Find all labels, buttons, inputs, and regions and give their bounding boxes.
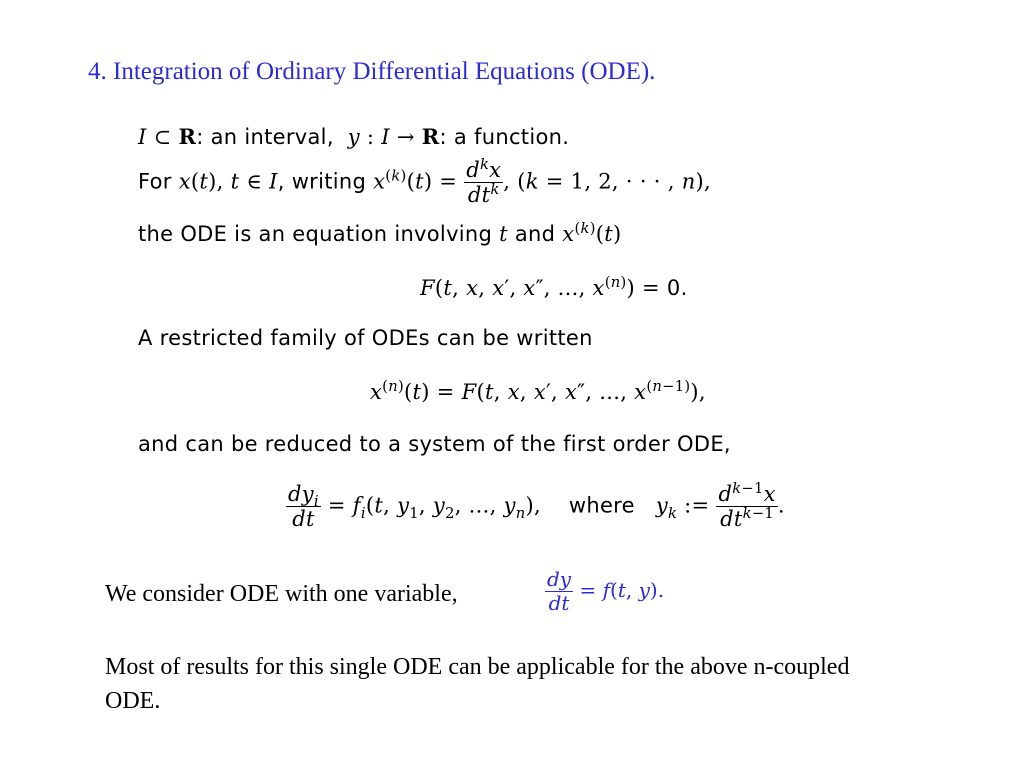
consider-text: We consider ODE with one variable, — [105, 581, 458, 607]
and-text: and — [514, 222, 556, 246]
higher-derivative-fraction: $\frac{d^{k-1}x}{dt^{k-1}}$ — [718, 480, 776, 532]
derivative-fraction: $\frac{d^kx}{dt^k}$ — [466, 156, 502, 208]
for-text: For — [138, 169, 172, 194]
reduced-system-text: and can be reduced to a system of the first order ODE, — [138, 432, 731, 456]
definition-line-1: I ⊂ R: an interval, y : I → R: a function. — [138, 124, 570, 149]
dy-dt-fraction: $\frac{dy}{dt}$ — [547, 567, 572, 615]
definition-text-function: : a function. — [439, 125, 570, 149]
definition-text-interval: : an interval, — [196, 125, 334, 149]
first-order-system-equation: $\frac{dy_i}{dt}$ = $f_i(t$, $y_1$, $y_2$, ..., $y_n$), where $y_k$ := $\frac{d^{k-1}x}{dt^{k-1}}$ . — [288, 480, 785, 532]
restricted-family-text: A restricted family of ODEs can be written — [138, 326, 593, 350]
dyi-dt-fraction: $\frac{dy_i}{dt}$ — [288, 482, 319, 532]
general-ode-equation: F(t, x, x′, x″, ..., $x^{(n)}) = 0$. — [420, 274, 688, 300]
explicit-ode-equation: $x^{(n)}(t) = F(t$, x, x′, x″, ..., $x^{(n-1)}$), — [370, 378, 706, 404]
ode-involving-text: the ODE is an equation involving — [138, 222, 493, 246]
writing-text: , writing — [277, 169, 367, 194]
definition-line-3: the ODE is an equation involving t and $x^{(k)}(t)$ — [138, 220, 622, 246]
definition-line-5 — [138, 326, 593, 350]
slide-title: 4. Integration of Ordinary Differential Equations (ODE). — [88, 58, 656, 85]
where-text: where — [568, 493, 635, 518]
zero-text: 0. — [666, 276, 688, 300]
single-ode-equation: $\frac{dy}{dt}$ = f(t, y). — [547, 567, 665, 615]
definition-line-2: For x(t), t ∈ I, writing $x^{(k)}(t)$ = $\frac{d^kx}{dt^k}$ , (k = 1, 2, · · · , n), — [138, 156, 711, 208]
definition-line-7 — [138, 432, 731, 456]
applicability-paragraph: Most of results for this single ODE can be applicable for the above n-coupled ODE. — [105, 654, 850, 714]
